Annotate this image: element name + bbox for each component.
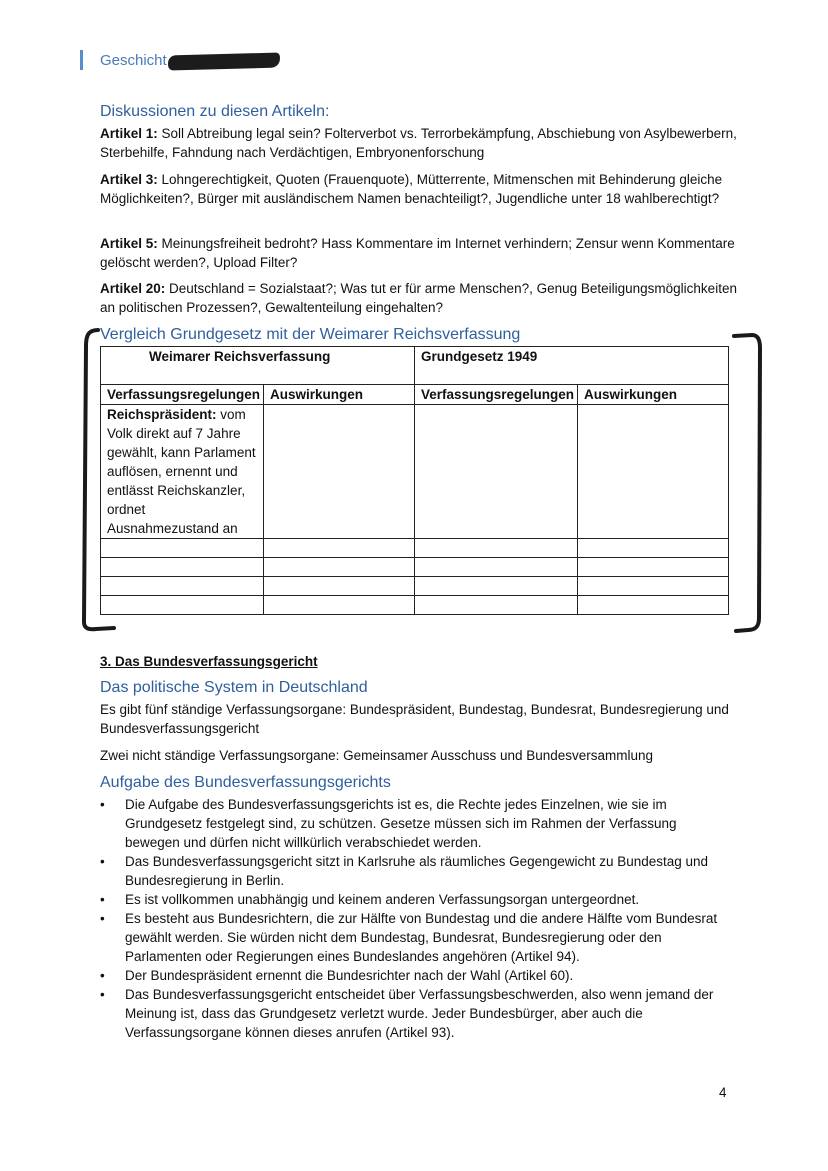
list-item: • Der Bundespräsident ernennt die Bundesrichter nach der Wahl (Artikel 60). (100, 968, 574, 983)
bullet-icon: • (100, 892, 105, 907)
redaction-mark (168, 53, 280, 71)
tasks-heading: Aufgabe des Bundesverfassungsgerichts (100, 774, 391, 791)
table-cell (578, 405, 729, 539)
bullet-icon: • (100, 968, 105, 983)
list-item: • Es ist vollkommen unabhängig und keinem anderen Verfassungsorgan untergeordnet. (100, 892, 640, 907)
table-row (101, 558, 729, 577)
section-3-title: 3. Das Bundesverfassungsgericht (100, 654, 318, 669)
comparison-heading: Vergleich Grundgesetz mit der Weimarer Reichsverfassung (100, 326, 521, 343)
header-accent-bar (80, 50, 83, 70)
table-cell-reichspraesident: Reichspräsident: vom Volk direkt auf 7 Jahre gewählt, kann Parlament auflösen, ernennt und entlässt Reichskanzler, ordnet Ausnahmezustand an (101, 405, 264, 539)
discussion-heading: Diskussionen zu diesen Artikeln: (100, 103, 330, 120)
table-row (101, 405, 729, 539)
table-cell (415, 405, 578, 539)
column-header: Verfassungsregelungen (415, 385, 578, 405)
discussion-item-article-20: Artikel 20: Deutschland = Sozialstaat?; Was tut er für arme Menschen?, Genug Beteiligungsmöglichkeiten an politischen Prozessen?, Gewaltenteilung eingehalten? (100, 281, 737, 315)
political-system-paragraph-1: Es gibt fünf ständige Verfassungsorgane: Bundespräsident, Bundestag, Bundesrat, Bundesregierung und Bundesverfassungsgericht (100, 702, 729, 736)
discussion-item-article-5: Artikel 5: Meinungsfreiheit bedroht? Hass Kommentare im Internet verhindern; Zensur wenn Kommentare gelöscht werden?, Upload Filter? (100, 236, 735, 270)
table-row (101, 539, 729, 558)
table-row (101, 596, 729, 615)
list-item: • Die Aufgabe des Bundesverfassungsgerichts ist es, die Rechte jedes Einzelnen, wie sie im Grundgesetz festgelegt sind, zu schützen. Gesetze müssen sich im Rahmen der Verfassung bewegen und dürfen nicht willkürlich verabschiedet werden. (100, 797, 677, 850)
group-header-weimar: Weimarer Reichsverfassung (101, 347, 415, 385)
document-header-title: Geschicht (100, 52, 167, 69)
bullet-icon: • (100, 911, 105, 926)
bullet-icon: • (100, 854, 105, 869)
political-system-paragraph-2: Zwei nicht ständige Verfassungsorgane: Gemeinsamer Ausschuss und Bundesversammlung (100, 748, 654, 763)
column-header: Auswirkungen (264, 385, 415, 405)
table-cell (264, 405, 415, 539)
political-system-heading: Das politische System in Deutschland (100, 679, 368, 696)
discussion-item-article-3: Artikel 3: Lohngerechtigkeit, Quoten (Frauenquote), Mütterrente, Mitmenschen mit Behinderung gleiche Möglichkeiten?, Bürger mit ausländischem Namen benachteiligt?, Jugendliche unter 18 wahlberechtigt? (100, 172, 723, 206)
list-item: • Das Bundesverfassungsgericht entscheidet über Verfassungsbeschwerden, also wenn jemand der Meinung ist, dass das Grundgesetz verletzt wurde. Jeder Bundesbürger, aber auch die Verfassungsorgane können dieses anrufen (Artikel 93). (100, 987, 714, 1040)
table-row (101, 577, 729, 596)
column-header: Verfassungsregelungen (101, 385, 264, 405)
handdrawn-right-bracket (728, 328, 768, 636)
tasks-bullet-list (100, 795, 730, 1042)
list-item: • Es besteht aus Bundesrichtern, die zur Hälfte von Bundestag und die andere Hälfte vom Bundesrat gewählt werden. Sie würden nicht dem Bundestag, Bundesrat, Bundesregierung oder den Parlamenten oder Regierungen eines Bundeslandes angehören (Artikel 94). (100, 911, 718, 964)
list-item: • Das Bundesverfassungsgericht sitzt in Karlsruhe als räumliches Gegengewicht zu Bundestag und Bundesregierung in Berlin. (100, 854, 709, 888)
discussion-item-article-1: Artikel 1: Soll Abtreibung legal sein? Folterverbot vs. Terrorbekämpfung, Abschiebung von Asylbewerbern, Sterbehilfe, Fahndung nach Verdächtigen, Embryonenforschung (100, 126, 737, 160)
page-number: 4 (719, 1085, 727, 1100)
group-header-grundgesetz: Grundgesetz 1949 (415, 347, 729, 385)
column-header: Auswirkungen (578, 385, 729, 405)
table-column-header-row (101, 385, 729, 405)
bullet-icon: • (100, 987, 105, 1002)
bullet-icon: • (100, 797, 105, 812)
comparison-table (100, 346, 729, 615)
table-group-header-row (101, 347, 729, 385)
